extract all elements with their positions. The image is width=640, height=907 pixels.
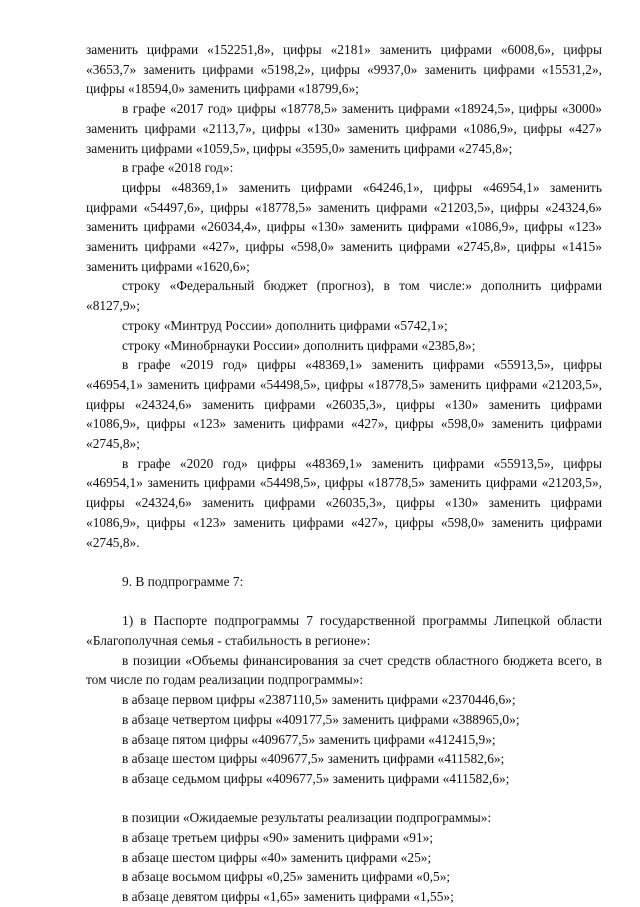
paragraph: в графе «2020 год» цифры «48369,1» заменить цифрами «55913,5», цифры «46954,1» заменить цифрами «54498,5», цифры «18778,5» заменить цифрами «21203,5», цифры «24324,6» заменить цифрами «26035,3», цифры «130» заменить цифрами «1086,9», цифры «123» заменить цифрами «427», цифры «598,0» заменить цифрами «2745,8». xyxy=(86,455,602,550)
paragraph: в абзаце шестом цифры «409677,5» заменить цифрами «411582,6»; xyxy=(122,751,505,767)
paragraph: заменить цифрами «152251,8», цифры «2181» заменить цифрами «6008,6», цифры «3653,7» заменить цифрами «5198,2», цифры «9937,0» заменить цифрами «15531,2», цифры «18594,0» заменить цифрами «18799,6»; xyxy=(86,42,602,97)
paragraph: строку «Минтруд России» дополнить цифрами «5742,1»; xyxy=(122,317,448,333)
spacer xyxy=(86,552,602,572)
paragraph: в абзаце шестом цифры «40» заменить цифрами «25»; xyxy=(122,849,432,865)
paragraph: строку «Минобрнауки России» дополнить цифрами «2385,8»; xyxy=(122,337,476,353)
spacer xyxy=(86,592,602,612)
spacer xyxy=(86,789,602,809)
paragraph: в графе «2019 год» цифры «48369,1» заменить цифрами «55913,5», цифры «46954,1» заменить цифрами «54498,5», цифры «18778,5» заменить цифрами «21203,5», цифры «24324,6» заменить цифрами «26035,3», цифры «130» заменить цифрами «1086,9», цифры «123» заменить цифрами «427», цифры «598,0» заменить цифрами «2745,8»; xyxy=(86,357,602,452)
paragraph: в абзаце седьмом цифры «409677,5» заменить цифрами «411582,6»; xyxy=(122,770,510,786)
paragraph: в абзаце восьмом цифры «0,25» заменить цифрами «0,5»; xyxy=(122,869,451,885)
paragraph: цифры «48369,1» заменить цифрами «64246,1», цифры «46954,1» заменить цифрами «54497,6», цифры «18778,5» заменить цифрами «21203,5», цифры «24324,6» заменить цифрами «26034,4», цифры «130» заменить цифрами «1086,9», цифры «123» заменить цифрами «427», цифры «598,0» заменить цифрами «2745,8», цифры «1415» заменить цифрами «1620,6»; xyxy=(86,179,602,274)
paragraph: в абзаце первом цифры «2387110,5» заменить цифрами «2370446,6»; xyxy=(122,692,516,708)
paragraph: в позиции «Объемы финансирования за счет средств областного бюджета всего, в том числе по годам реализации подпрограммы»: xyxy=(86,652,602,688)
document-page xyxy=(86,40,602,907)
paragraph: 1) в Паспорте подпрограммы 7 государственной программы Липецкой области «Благополучная семья - стабильность в регионе»: xyxy=(86,613,602,649)
paragraph: в графе «2017 год» цифры «18778,5» заменить цифрами «18924,5», цифры «3000» заменить цифрами «2113,7», цифры «130» заменить цифрами «1086,9», цифры «427» заменить цифрами «1059,5», цифры «3595,0» заменить цифрами «2745,8»; xyxy=(86,101,602,156)
paragraph: строку «Федеральный бюджет (прогноз), в том числе:» дополнить цифрами «8127,9»; xyxy=(86,278,602,314)
paragraph: в позиции «Ожидаемые результаты реализации подпрограммы»: xyxy=(122,810,492,826)
paragraph: в графе «2018 год»: xyxy=(122,160,234,176)
paragraph: в абзаце пятом цифры «409677,5» заменить цифрами «412415,9»; xyxy=(122,731,496,747)
paragraph: в абзаце девятом цифры «1,65» заменить цифрами «1,55»; xyxy=(122,889,454,905)
paragraph: в абзаце четвертом цифры «409177,5» заменить цифрами «388965,0»; xyxy=(122,711,520,727)
paragraph: в абзаце третьем цифры «90» заменить цифрами «91»; xyxy=(122,830,434,846)
section-heading: 9. В подпрограмме 7: xyxy=(122,573,244,589)
